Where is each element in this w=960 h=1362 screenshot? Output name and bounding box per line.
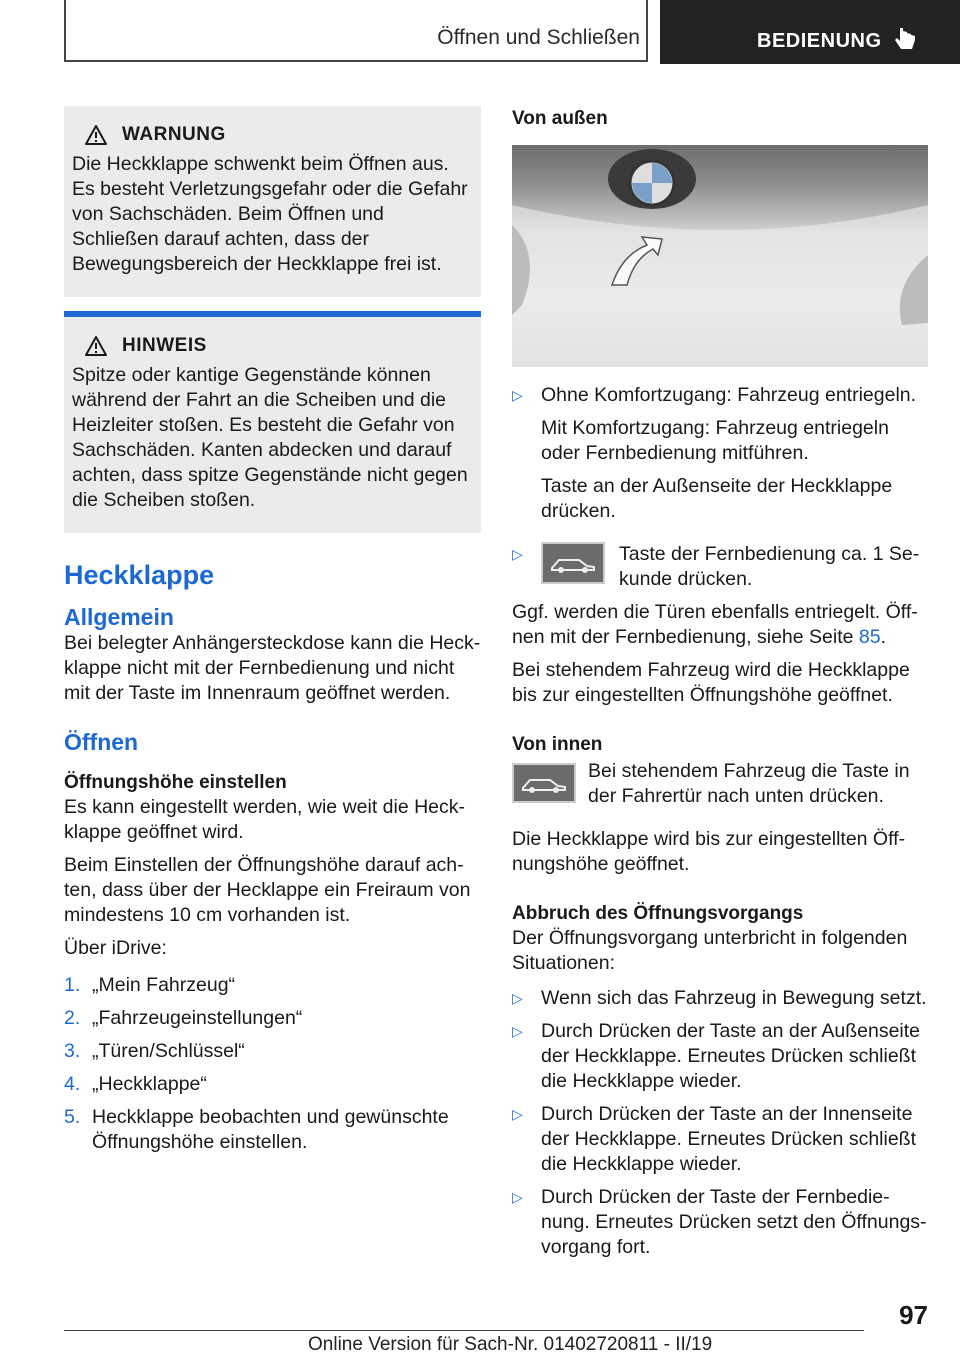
car-tailgate-button-icon [512,763,576,803]
warning-text: Die Heckklappe schwenkt beim Öffnen aus. Es besteht Verletzungsgefahr oder die Gefahr von Sachschäden. Beim Öffnen und Schließen darauf achten, dass der Bewegungsbereich der Heckklappe frei ist. [72,153,468,275]
warning-title: WARNUNG [122,124,226,145]
page-number: 97 [899,1300,928,1330]
list-item: ▷ Ohne Komfortzugang: Fahrzeug entriegeln. Mit Komfortzugang: Fahrzeug entriegeln oder Fernbedienung mitführen. Taste an der Außenseite der Heckklappe drücken. [512,384,917,522]
list-item: 5. Heckklappe beobachten und gewünschte Öffnungshöhe einstellen. [64,1106,449,1153]
list-item: 1. „Mein Fahrzeug“ [64,974,236,996]
allgemein-text: Bei belegter Anhängersteckdose kann die Heckklappe nicht mit der Fernbedienung und nicht mit der Taste im Innenraum geöffnet werden. [64,632,481,704]
abbruch-intro: Der Öffnungsvorgang unterbricht in folgenden Situationen: [512,927,908,974]
von-innen-text: Bei stehendem Fahrzeug die Taste in der Fahrertür nach unten drücken. [588,760,910,807]
oeffnen-text-3: Über iDrive: [64,937,167,959]
heading-heckklappe: Heckklappe [64,560,215,590]
notice-text: Spitze oder kantige Gegenstände können während der Fahrt an die Scheiben und die Heizleiter stoßen. Es besteht die Gefahr von Sachschäden. Kanten abdecken und darauf achten, dass spitze Gegenstände nicht gegen die Scheiben stoßen. [72,364,468,511]
heading-abbruch: Abbruch des Öffnungsvorgangs [512,903,804,924]
list-item: 3. „Türen/Schlüssel“ [64,1040,245,1062]
header-chapter-label: BEDIENUNG [757,30,882,52]
list-item: ▷ Taste der Fernbedienung ca. 1 Sekunde drücken. [512,543,920,590]
left-column [64,106,481,1163]
warning-icon [84,335,108,357]
von-aussen-list [512,383,928,592]
oeffnen-text-1: Es kann eingestellt werden, wie weit die Heckklappe geöffnet wird. [64,796,466,843]
oeffnen-text-2: Beim Einstellen der Öffnungshöhe darauf achten, dass über der Hecklappe ein Freiraum von mindestens 10 cm vorhanden ist. [64,854,471,926]
list-item: 2. „Fahrzeugeinstellungen“ [64,1007,303,1029]
notice-title: HINWEIS [122,335,207,356]
tailgate-photo [512,145,928,367]
footer-divider [64,1330,864,1331]
right-column [512,106,928,1260]
list-item: 4. „Heckklappe“ [64,1073,207,1095]
list-item: ▷ Durch Drücken der Taste der Fernbedienung. Erneutes Drücken setzt den Öffnungsvorgang fort. [512,1186,927,1258]
idrive-steps [64,973,481,1155]
notice-box [64,311,481,533]
heading-allgemein: Allgemein [64,604,174,630]
header-section-box [64,0,648,62]
list-item: ▷ Durch Drücken der Taste an der Außenseite der Heckklappe. Erneutes Drücken schließt die Heckklappe wieder. [512,1020,921,1092]
warning-box [64,106,481,297]
list-item: ▷ Durch Drücken der Taste an der Innenseite der Heckklappe. Erneutes Drücken schließt die Heckklappe wieder. [512,1103,917,1175]
header-section-title: Öffnen und Schließen [437,26,640,49]
heading-von-aussen: Von außen [512,108,608,129]
list-item: ▷ Wenn sich das Fahrzeug in Bewegung setzt. [512,987,927,1009]
abbruch-list [512,986,928,1260]
von-aussen-note: Ggf. werden die Türen ebenfalls entriegelt. Öffnen mit der Fernbedienung, siehe Seite 85. [512,601,918,648]
hand-pointer-icon [894,26,918,54]
footer-text: Online Version für Sach-Nr. 01402720811 - II/19 [308,1334,713,1355]
car-tailgate-key-icon [541,542,605,584]
warning-icon [84,124,108,146]
page-link[interactable]: 85 [858,626,881,648]
header-chapter-tab [660,0,960,64]
von-aussen-text-2: Bei stehendem Fahrzeug wird die Heckklappe bis zur eingestellten Öffnungshöhe geöffnet. [512,659,910,706]
heading-oeffnen: Öffnen [64,729,139,755]
subheading-oeffnungshoehe: Öffnungshöhe einstellen [64,772,287,793]
heading-von-innen: Von innen [512,734,603,755]
von-innen-text-2: Die Heckklappe wird bis zur eingestellten Öffnungshöhe geöffnet. [512,828,906,875]
